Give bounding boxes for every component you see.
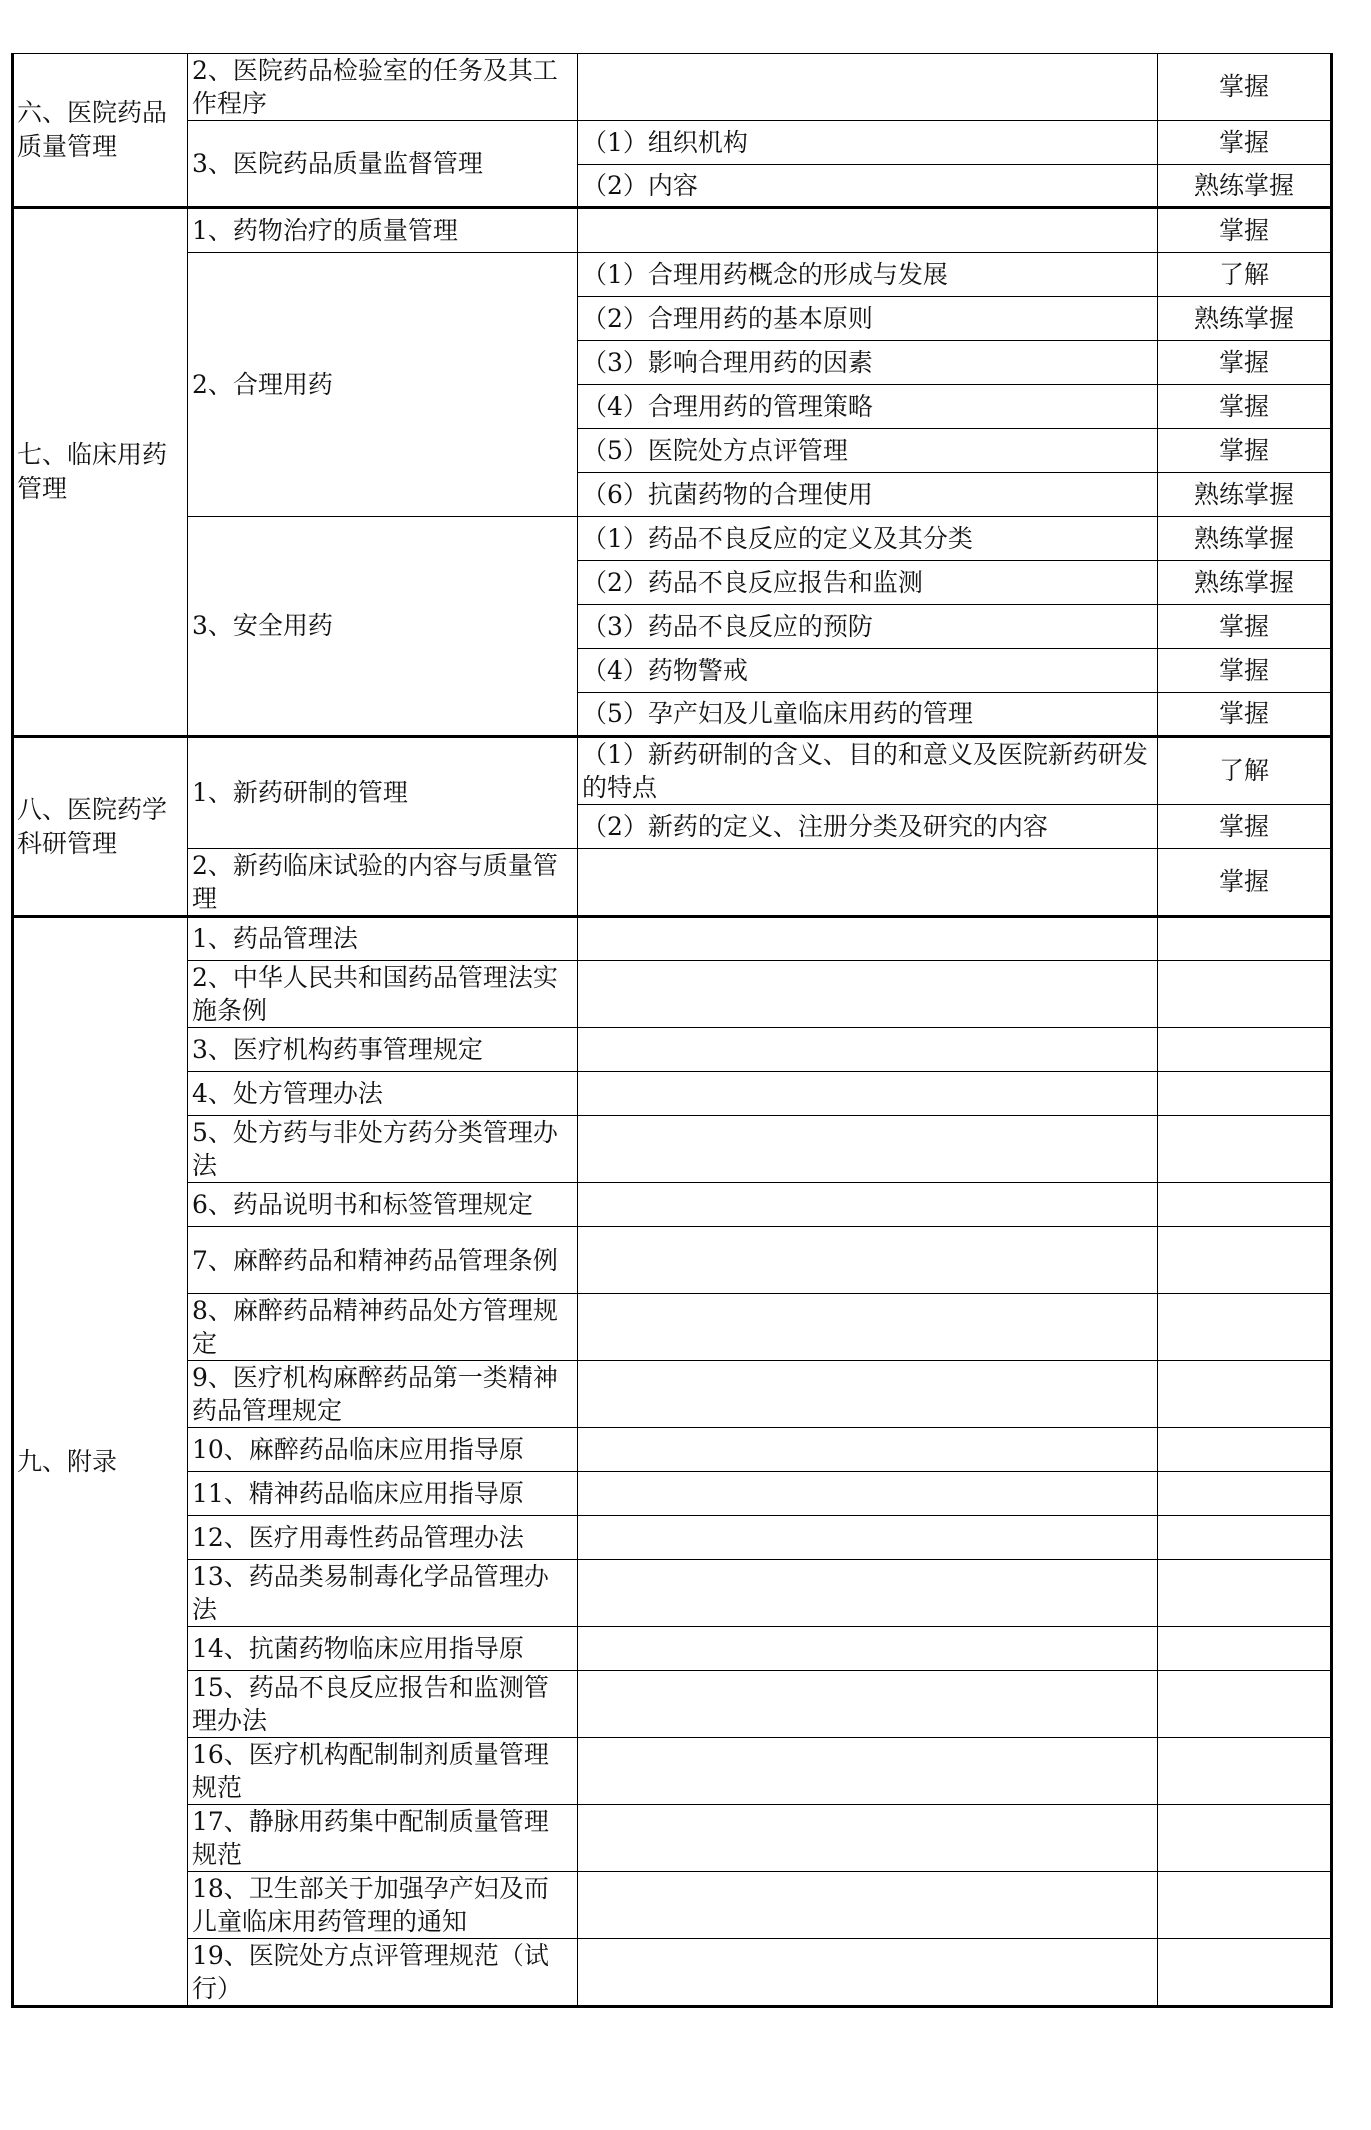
level-cell xyxy=(1158,1516,1332,1560)
topic-cell: 2、医院药品检验室的任务及其工作程序 xyxy=(188,54,578,121)
item-cell: （3）影响合理用药的因素 xyxy=(578,341,1158,385)
item-cell xyxy=(578,1805,1158,1872)
level-cell: 了解 xyxy=(1158,253,1332,297)
item-cell: （1）组织机构 xyxy=(578,121,1158,165)
appendix-item xyxy=(188,1428,578,1472)
level-cell xyxy=(1158,917,1332,961)
item-cell xyxy=(578,1428,1158,1472)
level-cell: 掌握 xyxy=(1158,693,1332,737)
appendix-item: 13、药品类易制毒化学品管理办法 xyxy=(188,1560,578,1627)
item-cell xyxy=(578,917,1158,961)
level-cell: 掌握 xyxy=(1158,121,1332,165)
appendix-item xyxy=(188,1627,578,1671)
item-cell: （6）抗菌药物的合理使用 xyxy=(578,473,1158,517)
item-cell xyxy=(578,961,1158,1028)
syllabus-table xyxy=(11,53,1333,2008)
level-cell xyxy=(1158,1939,1332,2007)
level-cell: 熟练掌握 xyxy=(1158,517,1332,561)
level-cell xyxy=(1158,1872,1332,1939)
level-cell: 熟练掌握 xyxy=(1158,561,1332,605)
level-cell xyxy=(1158,1227,1332,1294)
item-cell xyxy=(578,1671,1158,1738)
appendix-item xyxy=(188,1472,578,1516)
topic-cell: 3、安全用药 xyxy=(188,517,578,737)
level-cell: 掌握 xyxy=(1158,605,1332,649)
level-cell xyxy=(1158,1294,1332,1361)
appendix-item-text: 11、精神药品临床应用指导原 xyxy=(192,1478,524,1508)
level-cell xyxy=(1158,1183,1332,1227)
item-cell: （4）药物警戒 xyxy=(578,649,1158,693)
level-cell: 掌握 xyxy=(1158,649,1332,693)
item-cell xyxy=(578,1227,1158,1294)
appendix-item: 16、医疗机构配制制剂质量管理规范 xyxy=(188,1738,578,1805)
appendix-item: 4、处方管理办法 xyxy=(188,1072,578,1116)
appendix-item: 18、卫生部关于加强孕产妇及而儿童临床用药管理的通知 xyxy=(188,1872,578,1939)
topic-cell: 3、医院药品质量监督管理 xyxy=(188,121,578,208)
appendix-item: 3、医疗机构药事管理规定 xyxy=(188,1028,578,1072)
item-cell: （3）药品不良反应的预防 xyxy=(578,605,1158,649)
item-cell: （2）内容 xyxy=(578,165,1158,208)
item-cell xyxy=(578,1472,1158,1516)
item-cell: （1）合理用药概念的形成与发展 xyxy=(578,253,1158,297)
appendix-item: 9、医疗机构麻醉药品第一类精神药品管理规定 xyxy=(188,1361,578,1428)
level-cell xyxy=(1158,1028,1332,1072)
item-cell xyxy=(578,54,1158,121)
level-cell: 掌握 xyxy=(1158,429,1332,473)
level-cell xyxy=(1158,1805,1332,1872)
level-cell: 掌握 xyxy=(1158,385,1332,429)
level-cell: 熟练掌握 xyxy=(1158,473,1332,517)
level-cell xyxy=(1158,1560,1332,1627)
appendix-item: 1、药品管理法 xyxy=(188,917,578,961)
level-cell: 掌握 xyxy=(1158,341,1332,385)
item-cell: （5）孕产妇及儿童临床用药的管理 xyxy=(578,693,1158,737)
item-cell xyxy=(578,1516,1158,1560)
topic-cell: 1、新药研制的管理 xyxy=(188,737,578,849)
item-cell xyxy=(578,1183,1158,1227)
topic-cell: 2、新药临床试验的内容与质量管理 xyxy=(188,849,578,917)
item-cell xyxy=(578,849,1158,917)
level-cell: 掌握 xyxy=(1158,805,1332,849)
item-cell xyxy=(578,208,1158,253)
item-cell xyxy=(578,1294,1158,1361)
item-cell: （2）新药的定义、注册分类及研究的内容 xyxy=(578,805,1158,849)
appendix-item: 5、处方药与非处方药分类管理办法 xyxy=(188,1116,578,1183)
item-cell xyxy=(578,1028,1158,1072)
item-cell: （1）药品不良反应的定义及其分类 xyxy=(578,517,1158,561)
section-title: 六、医院药品质量管理 xyxy=(13,54,188,208)
appendix-item: 12、医疗用毒性药品管理办法 xyxy=(188,1516,578,1560)
item-cell: （1）新药研制的含义、目的和意义及医院新药研发的特点 xyxy=(578,737,1158,805)
level-cell xyxy=(1158,961,1332,1028)
appendix-item-text: 10、麻醉药品临床应用指导原 xyxy=(192,1434,524,1464)
appendix-item: 2、中华人民共和国药品管理法实施条例 xyxy=(188,961,578,1028)
appendix-item: 15、药品不良反应报告和监测管理办法 xyxy=(188,1671,578,1738)
item-cell: （5）医院处方点评管理 xyxy=(578,429,1158,473)
level-cell xyxy=(1158,1428,1332,1472)
level-cell: 掌握 xyxy=(1158,54,1332,121)
section-title: 九、附录 xyxy=(13,917,188,2007)
item-cell xyxy=(578,1872,1158,1939)
level-cell xyxy=(1158,1472,1332,1516)
item-cell xyxy=(578,1560,1158,1627)
section-title: 七、临床用药管理 xyxy=(13,208,188,737)
topic-cell: 1、药物治疗的质量管理 xyxy=(188,208,578,253)
level-cell: 了解 xyxy=(1158,737,1332,805)
level-cell xyxy=(1158,1627,1332,1671)
appendix-item: 7、麻醉药品和精神药品管理条例 xyxy=(188,1227,578,1294)
appendix-item: 17、静脉用药集中配制质量管理规范 xyxy=(188,1805,578,1872)
level-cell xyxy=(1158,1361,1332,1428)
item-cell xyxy=(578,1738,1158,1805)
section-title: 八、医院药学科研管理 xyxy=(13,737,188,917)
item-cell xyxy=(578,1116,1158,1183)
item-cell xyxy=(578,1627,1158,1671)
syllabus-document xyxy=(11,53,1330,2008)
level-cell: 熟练掌握 xyxy=(1158,297,1332,341)
level-cell: 掌握 xyxy=(1158,208,1332,253)
level-cell xyxy=(1158,1671,1332,1738)
level-cell xyxy=(1158,1072,1332,1116)
appendix-item: 19、医院处方点评管理规范（试行） xyxy=(188,1939,578,2007)
level-cell: 熟练掌握 xyxy=(1158,165,1332,208)
level-cell xyxy=(1158,1738,1332,1805)
appendix-item: 6、药品说明书和标签管理规定 xyxy=(188,1183,578,1227)
item-cell xyxy=(578,1072,1158,1116)
appendix-item-text: 14、抗菌药物临床应用指导原 xyxy=(192,1633,524,1663)
item-cell xyxy=(578,1361,1158,1428)
level-cell xyxy=(1158,1116,1332,1183)
item-cell: （2）药品不良反应报告和监测 xyxy=(578,561,1158,605)
item-cell: （4）合理用药的管理策略 xyxy=(578,385,1158,429)
topic-cell: 2、合理用药 xyxy=(188,253,578,517)
item-cell xyxy=(578,1939,1158,2007)
item-cell: （2）合理用药的基本原则 xyxy=(578,297,1158,341)
level-cell: 掌握 xyxy=(1158,849,1332,917)
appendix-item: 8、麻醉药品精神药品处方管理规定 xyxy=(188,1294,578,1361)
